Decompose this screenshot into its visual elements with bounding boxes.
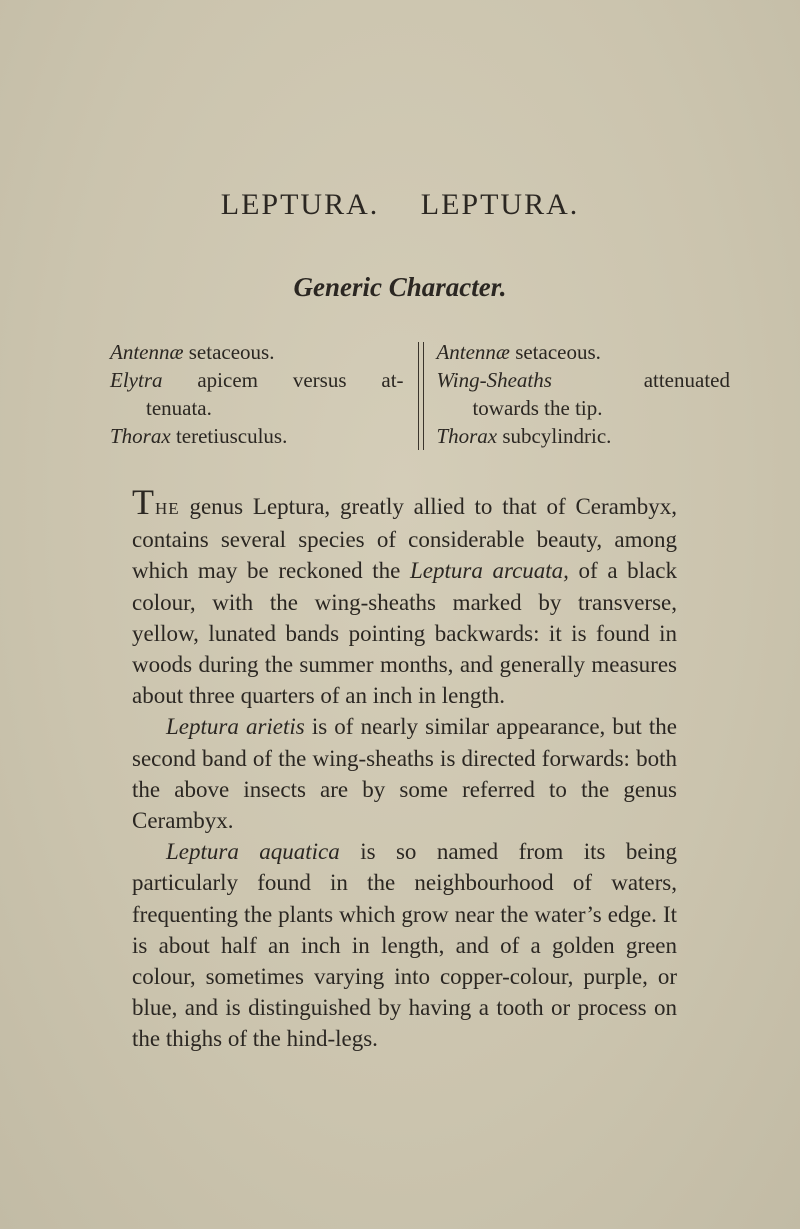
running-head-left: LEPTURA. [220, 188, 380, 221]
english-characters [424, 338, 730, 450]
latin-elytra-term: Elytra [110, 368, 163, 392]
column-divider [418, 342, 425, 450]
body-text [132, 482, 677, 1055]
latin-thorax-term: Thorax [110, 424, 171, 448]
species-name-aquatica: Leptura aquatica [166, 839, 340, 865]
paragraph-1-text-b: of a black colour, with the wing-sheaths marked by transverse, yellow, lunated bands pointing backwards: it is found in woods during the summer months, and generally measures about three quarters of an inch in length. [132, 558, 677, 709]
english-wings-text-1: attenuated [551, 368, 730, 392]
english-wings-line [436, 366, 730, 394]
english-antennae-text: setaceous. [509, 340, 601, 364]
species-name-arcuata: Leptura arcuata, [410, 558, 569, 584]
latin-elytra-line-2: tenuata. [146, 396, 212, 420]
section-subtitle: Generic Character. [293, 272, 507, 302]
latin-thorax-text: teretiusculus. [170, 424, 288, 448]
paragraph-1-text-a: genus Leptura, greatly allied to that of Cerambyx, contains several species of considerable beauty, among which may be reckoned the [132, 494, 677, 584]
generic-character-table [110, 338, 730, 450]
running-head [0, 188, 800, 222]
latin-thorax-line [110, 422, 404, 450]
drop-cap: T [132, 482, 154, 522]
paragraph-1 [132, 482, 677, 711]
latin-elytra-text-1: apicem versus at- [162, 368, 404, 392]
small-caps-lead: HE [155, 499, 180, 518]
paragraph-3-text: is so named from its being particularly found in the neighbourhood of waters, frequenting the plants which grow near the water’s edge. It is about half an inch in length, and of a golden green colour, sometimes varying into copper-colour, purple, or blue, and is distinguished by having a tooth or process on the thighs of the hind-legs. [132, 839, 677, 1052]
latin-antennae-text: setaceous. [183, 340, 275, 364]
english-thorax-term: Thorax [436, 424, 498, 448]
latin-antennae-term: Antennæ [110, 340, 184, 364]
species-name-arietis: Leptura arietis [166, 714, 305, 740]
english-thorax-line [436, 422, 730, 450]
english-wings-term: Wing-Sheaths [436, 368, 552, 392]
english-thorax-text: subcylindric. [497, 424, 612, 448]
running-head-right: LEPTURA. [420, 188, 580, 221]
latin-elytra-line [110, 366, 404, 394]
latin-antennae-line [110, 338, 404, 366]
paragraph-2-text: is of nearly similar appearance, but the second band of the wing-sheaths is directed forwards: both the above insects are by some referred to the genus Cerambyx. [132, 714, 677, 834]
latin-characters [110, 338, 418, 450]
english-antennae-term: Antennæ [436, 340, 510, 364]
paragraph-3 [132, 836, 677, 1054]
english-antennae-line [436, 338, 730, 366]
english-wings-line-2: towards the tip. [472, 396, 603, 420]
paragraph-2 [132, 711, 677, 836]
